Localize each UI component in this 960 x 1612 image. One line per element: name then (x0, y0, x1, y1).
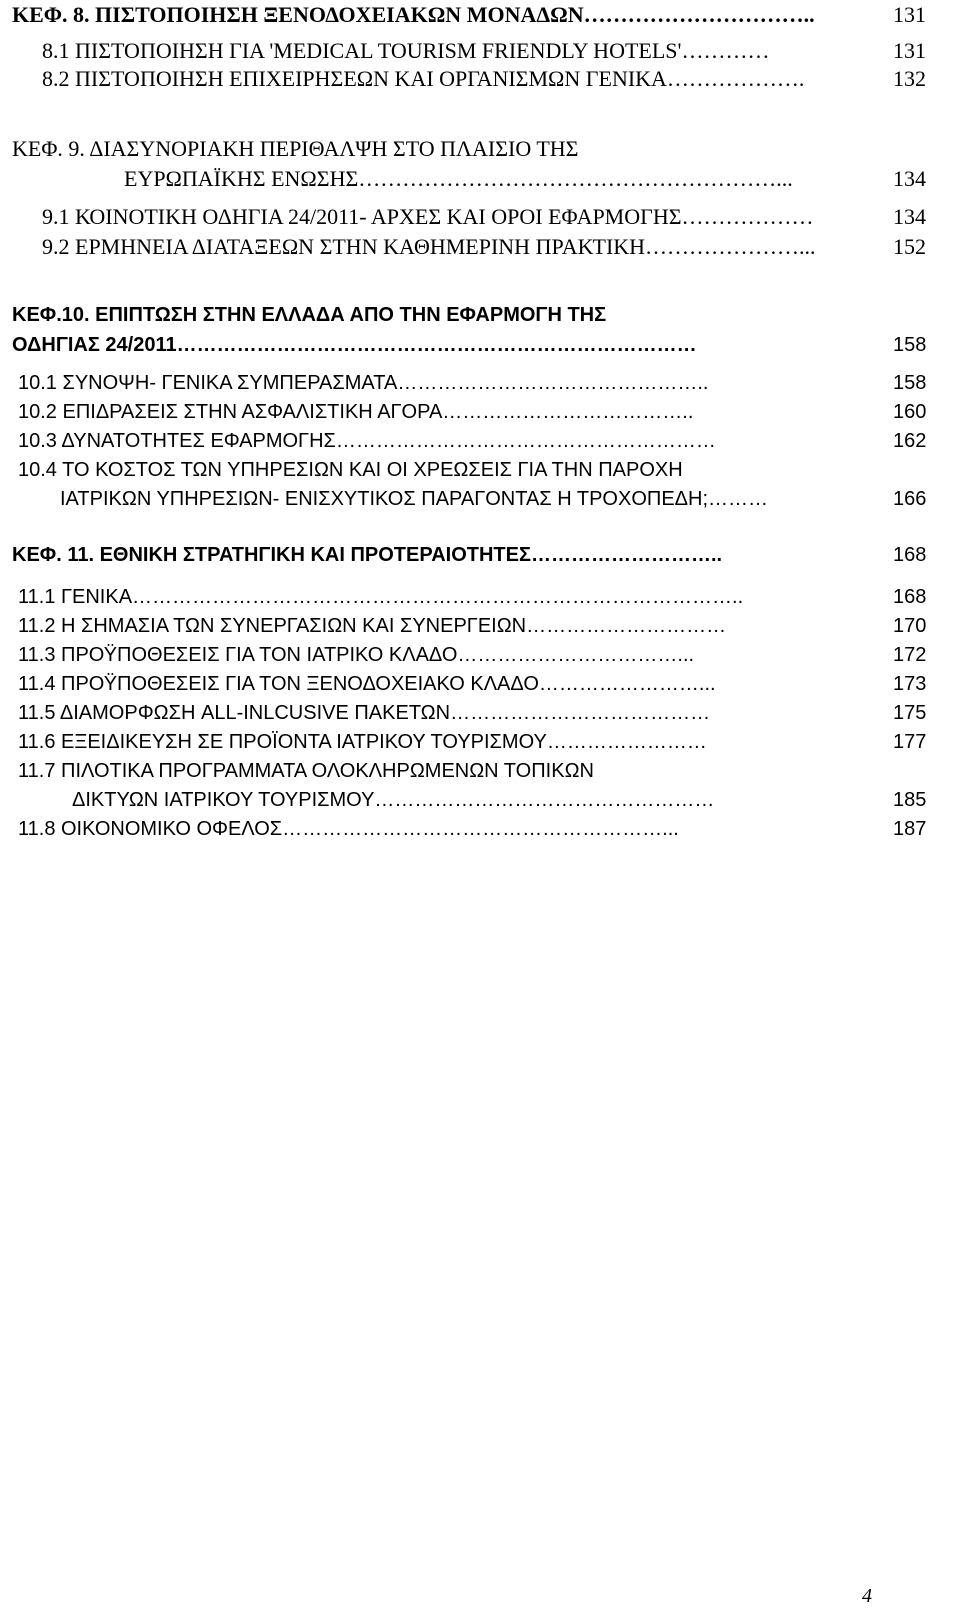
toc-entry-ch9-line2[interactable] (0, 164, 960, 194)
toc-entry-10-2[interactable] (0, 397, 960, 427)
toc-entry-title: 10.2 ΕΠΙΔΡΑΣΕΙΣ ΣΤΗΝ ΑΣΦΑΛΙΣΤΙΚΗ ΑΓΟΡΑ……………………………….. (18, 401, 694, 423)
toc-entry-10-4-line1[interactable] (0, 455, 960, 485)
toc-entry-title: 10.4 ΤΟ ΚΟΣΤΟΣ ΤΩΝ ΥΠΗΡΕΣΙΩΝ ΚΑΙ ΟΙ ΧΡΕΩΣΕΙΣ ΓΙΑ ΤΗΝ ΠΑΡΟΧΗ (18, 459, 683, 481)
toc-entry-title: 11.2 Η ΣΗΜΑΣΙΑ ΤΩΝ ΣΥΝΕΡΓΑΣΙΩΝ ΚΑΙ ΣΥΝΕΡΓΕΙΩΝ………………………… (18, 615, 727, 637)
toc-entry-title: 11.4 ΠΡΟΫΠΟΘΕΣΕΙΣ ΓΙΑ ΤΟΝ ΞΕΝΟΔΟΧΕΙΑΚΟ ΚΛΑΔΟ……………………... (18, 673, 716, 695)
toc-entry-ch8[interactable] (0, 0, 960, 30)
page-number: 4 (862, 1585, 872, 1607)
toc-entry-9-1[interactable] (0, 202, 960, 232)
toc-entry-title: 9.2 ΕΡΜΗΝΕΙΑ ΔΙΑΤΑΞΕΩΝ ΣΤΗΝ ΚΑΘΗΜΕΡΙΝΗ ΠΡΑΚΤΙΚΗ…………………... (42, 234, 816, 259)
toc-entry-page: 132 (893, 66, 926, 91)
toc-entry-11-5[interactable] (0, 698, 960, 728)
toc-entry-page: 152 (893, 234, 926, 259)
toc-entry-page: 158 (893, 334, 927, 356)
toc-entry-page: 134 (893, 204, 926, 229)
toc-entry-11-3[interactable] (0, 640, 960, 670)
toc-entry-8-1[interactable] (0, 36, 960, 66)
toc-entry-10-3[interactable] (0, 426, 960, 456)
toc-entry-title: 11.1 ΓΕΝΙΚΑ……………………………………………………………………………….. (18, 586, 744, 608)
toc-entry-title: ΔΙΚΤΥΩΝ ΙΑΤΡΙΚΟΥ ΤΟΥΡΙΣΜΟΥ…………………………………………… (72, 789, 715, 811)
toc-entry-11-7-line2[interactable] (0, 785, 960, 815)
toc-entry-11-4[interactable] (0, 669, 960, 699)
toc-entry-11-8[interactable] (0, 814, 960, 844)
toc-entry-page: 185 (893, 789, 927, 811)
toc-entry-title: ΙΑΤΡΙΚΩΝ ΥΠΗΡΕΣΙΩΝ- ΕΝΙΣΧΥΤΙΚΟΣ ΠΑΡΑΓΟΝΤΑΣ Η ΤΡΟΧΟΠΕΔΗ;……… (60, 488, 769, 510)
toc-entry-10-1[interactable] (0, 368, 960, 398)
toc-entry-11-1[interactable] (0, 582, 960, 612)
toc-entry-ch10-line2[interactable] (0, 330, 960, 360)
toc-entry-page: 168 (893, 586, 927, 608)
toc-entry-page: 168 (893, 544, 927, 566)
toc-entry-9-2[interactable] (0, 232, 960, 262)
toc-entry-title: 11.6 ΕΞΕΙΔΙΚΕΥΣΗ ΣΕ ΠΡΟΪΟΝΤΑ ΙΑΤΡΙΚΟΥ ΤΟΥΡΙΣΜΟΥ…………………… (18, 731, 707, 753)
toc-entry-title: ΚΕΦ. 9. ΔΙΑΣΥΝΟΡΙΑΚΗ ΠΕΡΙΘΑΛΨΗ ΣΤΟ ΠΛΑΙΣΙΟ ΤΗΣ (12, 136, 579, 161)
toc-entry-ch11[interactable] (0, 540, 960, 570)
toc-entry-page: 173 (893, 673, 927, 695)
toc-entry-page: 134 (893, 166, 926, 191)
toc-entry-title: ΟΔΗΓΙΑΣ 24/2011…………………………………………………………………… (12, 334, 697, 356)
toc-entry-ch9-line1[interactable] (0, 134, 960, 164)
toc-entry-page: 175 (893, 702, 927, 724)
toc-entry-title: ΚΕΦ. 11. ΕΘΝΙΚΗ ΣΤΡΑΤΗΓΙΚΗ ΚΑΙ ΠΡΟΤΕΡΑΙΟΤΗΤΕΣ……………………….. (12, 544, 723, 566)
toc-entry-11-6[interactable] (0, 727, 960, 757)
toc-entry-title: 10.1 ΣΥΝΟΨΗ- ΓΕΝΙΚΑ ΣΥΜΠΕΡΑΣΜΑΤΑ……………………………………….. (18, 372, 709, 394)
toc-entry-title: ΚΕΦ. 8. ΠΙΣΤΟΠΟΙΗΣΗ ΞΕΝΟΔΟΧΕΙΑΚΩΝ ΜΟΝΑΔΩΝ………………………….. (12, 2, 815, 27)
toc-entry-page: 187 (893, 818, 927, 840)
toc-entry-page: 172 (893, 644, 927, 666)
toc-entry-11-7-line1[interactable] (0, 756, 960, 786)
toc-entry-page: 131 (893, 38, 926, 63)
toc-entry-title: 11.3 ΠΡΟΫΠΟΘΕΣΕΙΣ ΓΙΑ ΤΟΝ ΙΑΤΡΙΚΟ ΚΛΑΔΟ……………………………... (18, 644, 695, 666)
toc-entry-page: 160 (893, 401, 927, 423)
toc-entry-title: 11.7 ΠΙΛΟΤΙΚΑ ΠΡΟΓΡΑΜΜΑΤΑ ΟΛΟΚΛΗΡΩΜΕΝΩΝ ΤΟΠΙΚΩΝ (18, 760, 594, 782)
toc-entry-page: 162 (893, 430, 927, 452)
toc-entry-page: 170 (893, 615, 927, 637)
toc-entry-title: 11.5 ΔΙΑΜΟΡΦΩΣΗ ALL-INLCUSIVE ΠΑΚΕΤΩΝ………………………………… (18, 702, 711, 724)
toc-entry-11-2[interactable] (0, 611, 960, 641)
toc-entry-ch10-line1[interactable] (0, 300, 960, 330)
toc-entry-10-4-line2[interactable] (0, 484, 960, 514)
toc-entry-8-2[interactable] (0, 64, 960, 94)
toc-entry-page: 158 (893, 372, 927, 394)
toc-entry-page: 131 (893, 2, 926, 27)
toc-entry-title: 9.1 ΚΟΙΝΟΤΙΚΗ ΟΔΗΓΙΑ 24/2011- ΑΡΧΕΣ ΚΑΙ ΟΡΟΙ ΕΦΑΡΜΟΓΗΣ……………… (42, 204, 814, 229)
toc-entry-title: 8.1 ΠΙΣΤΟΠΟΙΗΣΗ ΓΙΑ 'MEDICAL TOURISM FRIENDLY HOTELS'………… (42, 38, 770, 63)
toc-entry-title: ΕΥΡΩΠΑΪΚΗΣ ΕΝΩΣΗΣ…………………………………………………... (124, 166, 793, 191)
toc-entry-title: 11.8 ΟΙΚΟΝΟΜΙΚΟ ΟΦΕΛΟΣ…………………………………………………... (18, 818, 679, 840)
toc-entry-title: 8.2 ΠΙΣΤΟΠΟΙΗΣΗ ΕΠΙΧΕΙΡΗΣΕΩΝ ΚΑΙ ΟΡΓΑΝΙΣΜΩΝ ΓΕΝΙΚΑ………………. (42, 66, 805, 91)
toc-entry-title: 10.3 ΔΥΝΑΤΟΤΗΤΕΣ ΕΦΑΡΜΟΓΗΣ………………………………………………… (18, 430, 716, 452)
toc-entry-title: ΚΕΦ.10. ΕΠΙΠΤΩΣΗ ΣΤΗΝ ΕΛΛΑΔΑ ΑΠΟ ΤΗΝ ΕΦΑΡΜΟΓΗ ΤΗΣ (12, 304, 607, 326)
toc-entry-page: 166 (893, 488, 927, 510)
toc-entry-page: 177 (893, 731, 927, 753)
